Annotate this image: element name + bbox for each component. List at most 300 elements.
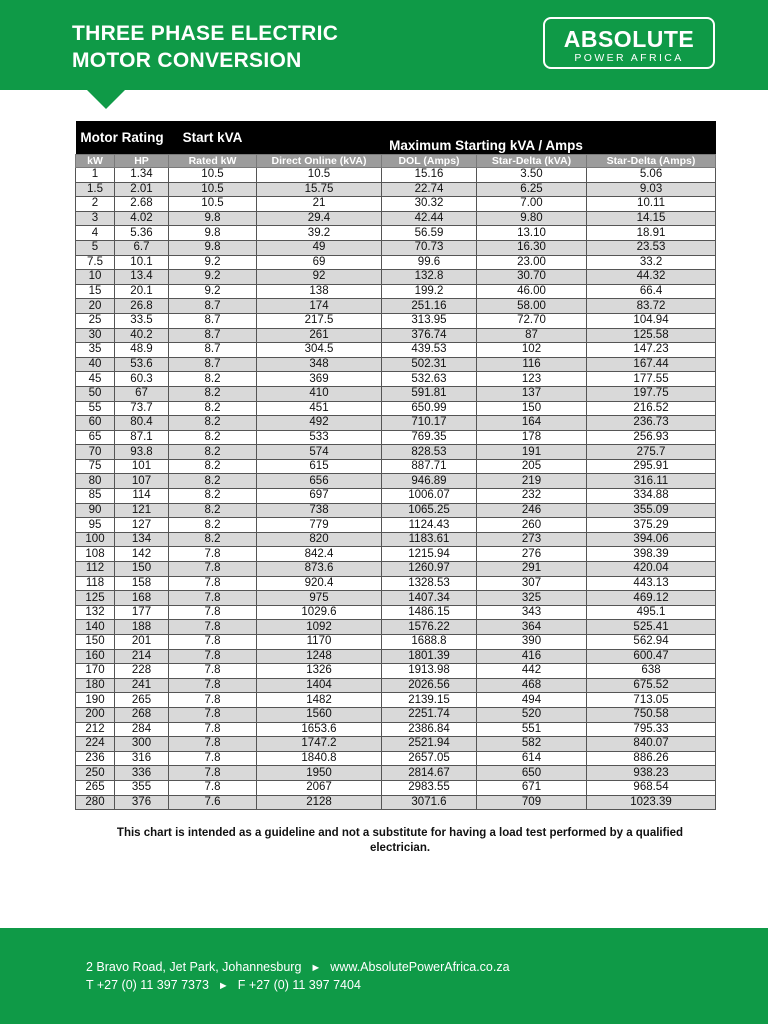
table-row: [76, 474, 716, 489]
table-cell: 158: [115, 576, 169, 591]
table-cell: 18.91: [587, 226, 716, 241]
table-cell: 336: [115, 766, 169, 781]
table-cell: 656: [257, 474, 382, 489]
footer-contact-line: [86, 978, 361, 992]
table-row: [76, 562, 716, 577]
table-cell: 178: [477, 430, 587, 445]
table-cell: 188: [115, 620, 169, 635]
table-cell: 7.8: [169, 737, 257, 752]
table-cell: 443.13: [587, 576, 716, 591]
table-cell: 7.8: [169, 664, 257, 679]
table-row: [76, 649, 716, 664]
table-cell: 840.07: [587, 737, 716, 752]
table-cell: 26.8: [115, 299, 169, 314]
table-cell: 738: [257, 503, 382, 518]
table-cell: 23.53: [587, 240, 716, 255]
table-cell: 23.00: [477, 255, 587, 270]
table-cell: 10.5: [169, 182, 257, 197]
table-cell: 8.7: [169, 299, 257, 314]
title-line-2: MOTOR CONVERSION: [72, 49, 302, 72]
table-row: [76, 795, 716, 810]
table-cell: 14.15: [587, 211, 716, 226]
table-cell: 49: [257, 240, 382, 255]
table-cell: 2139.15: [382, 693, 477, 708]
table-cell: 525.41: [587, 620, 716, 635]
table-cell: 232: [477, 489, 587, 504]
table-row: [76, 328, 716, 343]
table-cell: 13.10: [477, 226, 587, 241]
table-cell: 15: [76, 284, 115, 299]
table-cell: 7.8: [169, 605, 257, 620]
table-cell: 420.04: [587, 562, 716, 577]
table-cell: 39.2: [257, 226, 382, 241]
table-cell: 123: [477, 372, 587, 387]
table-cell: 2251.74: [382, 707, 477, 722]
table-row: [76, 313, 716, 328]
table-cell: 90: [76, 503, 115, 518]
table-cell: 1326: [257, 664, 382, 679]
page-title: [72, 20, 338, 74]
table-cell: 355.09: [587, 503, 716, 518]
table-cell: 273: [477, 532, 587, 547]
table-cell: 7.8: [169, 751, 257, 766]
footer-website-link[interactable]: www.AbsolutePowerAfrica.co.za: [330, 960, 510, 974]
table-row: [76, 620, 716, 635]
table-cell: 325: [477, 591, 587, 606]
table-row: [76, 255, 716, 270]
table-cell: 1328.53: [382, 576, 477, 591]
table-cell: 20.1: [115, 284, 169, 299]
table-cell: 502.31: [382, 357, 477, 372]
table-row: [76, 416, 716, 431]
table-cell: 1170: [257, 635, 382, 650]
table-cell: 205: [477, 459, 587, 474]
table-row: [76, 737, 716, 752]
table-cell: 615: [257, 459, 382, 474]
table-cell: 102: [477, 343, 587, 358]
table-cell: 2128: [257, 795, 382, 810]
table-cell: 295.91: [587, 459, 716, 474]
table-cell: 29.4: [257, 211, 382, 226]
table-cell: 10.5: [169, 197, 257, 212]
table-cell: 532.63: [382, 372, 477, 387]
table-cell: 713.05: [587, 693, 716, 708]
table-cell: 1653.6: [257, 722, 382, 737]
table-cell: 69: [257, 255, 382, 270]
table-cell: 15.75: [257, 182, 382, 197]
table-cell: 650.99: [382, 401, 477, 416]
table-cell: 291: [477, 562, 587, 577]
table-cell: 177.55: [587, 372, 716, 387]
table-cell: 7.8: [169, 547, 257, 562]
table-cell: 132.8: [382, 270, 477, 285]
table-cell: 118: [76, 576, 115, 591]
table-cell: 112: [76, 562, 115, 577]
logo-main-text: ABSOLUTE: [563, 26, 695, 52]
table-cell: 83.72: [587, 299, 716, 314]
table-cell: 46.00: [477, 284, 587, 299]
table-cell: 30.70: [477, 270, 587, 285]
table-cell: 216.52: [587, 401, 716, 416]
table-cell: 160: [76, 649, 115, 664]
table-cell: 1248: [257, 649, 382, 664]
table-cell: 4.02: [115, 211, 169, 226]
table-cell: 376: [115, 795, 169, 810]
table-cell: 1486.15: [382, 605, 477, 620]
table-cell: 6.7: [115, 240, 169, 255]
table-cell: 650: [477, 766, 587, 781]
table-cell: 108: [76, 547, 115, 562]
table-cell: 313.95: [382, 313, 477, 328]
table-cell: 134: [115, 532, 169, 547]
table-cell: 256.93: [587, 430, 716, 445]
column-header: Star-Delta (kVA): [477, 155, 587, 168]
table-row: [76, 270, 716, 285]
table-cell: 8.2: [169, 372, 257, 387]
arrow-right-icon: ►: [310, 962, 322, 974]
table-cell: 492: [257, 416, 382, 431]
table-row: [76, 518, 716, 533]
table-cell: 7.5: [76, 255, 115, 270]
table-row: [76, 445, 716, 460]
footer-address: 2 Bravo Road, Jet Park, Johannesburg: [86, 960, 302, 974]
table-row: [76, 532, 716, 547]
table-cell: 3071.6: [382, 795, 477, 810]
table-cell: 7.8: [169, 620, 257, 635]
table-cell: 1260.97: [382, 562, 477, 577]
table-cell: 168: [115, 591, 169, 606]
table-cell: 1029.6: [257, 605, 382, 620]
table-cell: 416: [477, 649, 587, 664]
table-cell: 355: [115, 780, 169, 795]
table-row: [76, 168, 716, 183]
table-cell: 369: [257, 372, 382, 387]
column-header: Star-Delta (Amps): [587, 155, 716, 168]
table-cell: 7.8: [169, 766, 257, 781]
table-cell: 390: [477, 635, 587, 650]
table-cell: 55: [76, 401, 115, 416]
table-cell: 8.2: [169, 532, 257, 547]
table-cell: 140: [76, 620, 115, 635]
table-cell: 1747.2: [257, 737, 382, 752]
table-row: [76, 780, 716, 795]
table-cell: 442: [477, 664, 587, 679]
table-cell: 99.6: [382, 255, 477, 270]
table-cell: 1065.25: [382, 503, 477, 518]
table-cell: 197.75: [587, 386, 716, 401]
table-cell: 250: [76, 766, 115, 781]
table-cell: 9.2: [169, 270, 257, 285]
table-cell: 9.80: [477, 211, 587, 226]
table-cell: 85: [76, 489, 115, 504]
table-cell: 1183.61: [382, 532, 477, 547]
table-cell: 66.4: [587, 284, 716, 299]
arrow-right-icon: ►: [217, 980, 229, 992]
table-cell: 1950: [257, 766, 382, 781]
table-cell: 284: [115, 722, 169, 737]
table-cell: 199.2: [382, 284, 477, 299]
table-cell: 138: [257, 284, 382, 299]
table-cell: 886.26: [587, 751, 716, 766]
conversion-table-container: [75, 121, 715, 810]
table-cell: 7.00: [477, 197, 587, 212]
motor-conversion-table: [75, 121, 716, 810]
table-cell: 107: [115, 474, 169, 489]
column-header: Direct Online (kVA): [257, 155, 382, 168]
table-cell: 307: [477, 576, 587, 591]
column-header: HP: [115, 155, 169, 168]
table-cell: 375.29: [587, 518, 716, 533]
title-line-1: THREE PHASE ELECTRIC: [72, 22, 339, 45]
table-cell: 304.5: [257, 343, 382, 358]
table-cell: 4: [76, 226, 115, 241]
table-cell: 127: [115, 518, 169, 533]
table-cell: 10: [76, 270, 115, 285]
table-cell: 137: [477, 386, 587, 401]
table-cell: 574: [257, 445, 382, 460]
table-cell: 40: [76, 357, 115, 372]
table-cell: 150: [477, 401, 587, 416]
table-cell: 58.00: [477, 299, 587, 314]
table-cell: 70: [76, 445, 115, 460]
table-cell: 938.23: [587, 766, 716, 781]
table-row: [76, 766, 716, 781]
table-cell: 13.4: [115, 270, 169, 285]
table-cell: 7.6: [169, 795, 257, 810]
table-cell: 675.52: [587, 678, 716, 693]
table-cell: 520: [477, 707, 587, 722]
table-row: [76, 343, 716, 358]
table-cell: 614: [477, 751, 587, 766]
table-cell: 468: [477, 678, 587, 693]
table-cell: 842.4: [257, 547, 382, 562]
table-cell: 50: [76, 386, 115, 401]
table-cell: 7.8: [169, 693, 257, 708]
table-cell: 201: [115, 635, 169, 650]
table-cell: 260: [477, 518, 587, 533]
footer-banner: [0, 928, 768, 1024]
table-body: [76, 168, 716, 810]
table-row: [76, 635, 716, 650]
table-cell: 1688.8: [382, 635, 477, 650]
max-starting-header: Maximum Starting kVA / Amps: [257, 121, 716, 155]
table-cell: 265: [115, 693, 169, 708]
table-cell: 9.8: [169, 240, 257, 255]
table-cell: 394.06: [587, 532, 716, 547]
table-cell: 1006.07: [382, 489, 477, 504]
table-cell: 142: [115, 547, 169, 562]
table-cell: 212: [76, 722, 115, 737]
table-cell: 8.2: [169, 459, 257, 474]
table-cell: 87: [477, 328, 587, 343]
table-cell: 316: [115, 751, 169, 766]
table-cell: 316.11: [587, 474, 716, 489]
table-cell: 268: [115, 707, 169, 722]
table-cell: 469.12: [587, 591, 716, 606]
table-cell: 45: [76, 372, 115, 387]
table-cell: 451: [257, 401, 382, 416]
table-cell: 2814.67: [382, 766, 477, 781]
table-cell: 8.2: [169, 503, 257, 518]
table-cell: 92: [257, 270, 382, 285]
table-cell: 533: [257, 430, 382, 445]
table-cell: 276: [477, 547, 587, 562]
table-cell: 25: [76, 313, 115, 328]
header-banner: [0, 0, 768, 90]
table-cell: 873.6: [257, 562, 382, 577]
table-cell: 1407.34: [382, 591, 477, 606]
table-cell: 241: [115, 678, 169, 693]
table-cell: 30.32: [382, 197, 477, 212]
table-cell: 236: [76, 751, 115, 766]
footer-fax: F +27 (0) 11 397 7404: [237, 978, 361, 992]
table-cell: 60: [76, 416, 115, 431]
table-cell: 174: [257, 299, 382, 314]
table-cell: 190: [76, 693, 115, 708]
table-group-header-row: [76, 121, 716, 155]
table-cell: 33.5: [115, 313, 169, 328]
table-cell: 1.34: [115, 168, 169, 183]
table-cell: 217.5: [257, 313, 382, 328]
table-row: [76, 722, 716, 737]
table-cell: 20: [76, 299, 115, 314]
table-cell: 56.59: [382, 226, 477, 241]
table-cell: 87.1: [115, 430, 169, 445]
table-cell: 7.8: [169, 780, 257, 795]
table-cell: 8.2: [169, 416, 257, 431]
table-cell: 9.8: [169, 226, 257, 241]
table-cell: 8.2: [169, 445, 257, 460]
table-cell: 1560: [257, 707, 382, 722]
table-cell: 164: [477, 416, 587, 431]
table-cell: 376.74: [382, 328, 477, 343]
table-cell: 10.5: [169, 168, 257, 183]
table-cell: 15.16: [382, 168, 477, 183]
table-cell: 1482: [257, 693, 382, 708]
table-cell: 125: [76, 591, 115, 606]
table-cell: 562.94: [587, 635, 716, 650]
table-cell: 8.7: [169, 313, 257, 328]
table-cell: 820: [257, 532, 382, 547]
column-header: kW: [76, 155, 115, 168]
table-cell: 795.33: [587, 722, 716, 737]
column-header: DOL (Amps): [382, 155, 477, 168]
table-cell: 7.8: [169, 722, 257, 737]
table-cell: 7.8: [169, 635, 257, 650]
table-cell: 1576.22: [382, 620, 477, 635]
table-cell: 946.89: [382, 474, 477, 489]
table-cell: 101: [115, 459, 169, 474]
table-row: [76, 430, 716, 445]
table-cell: 5.06: [587, 168, 716, 183]
table-cell: 8.7: [169, 328, 257, 343]
table-cell: 224: [76, 737, 115, 752]
table-cell: 2657.05: [382, 751, 477, 766]
table-row: [76, 591, 716, 606]
table-cell: 228: [115, 664, 169, 679]
table-row: [76, 547, 716, 562]
table-cell: 494: [477, 693, 587, 708]
table-cell: 219: [477, 474, 587, 489]
table-cell: 30: [76, 328, 115, 343]
table-cell: 2521.94: [382, 737, 477, 752]
table-cell: 5.36: [115, 226, 169, 241]
table-cell: 16.30: [477, 240, 587, 255]
table-cell: 42.44: [382, 211, 477, 226]
table-cell: 95: [76, 518, 115, 533]
table-cell: 132: [76, 605, 115, 620]
table-cell: 600.47: [587, 649, 716, 664]
table-column-header-row: [76, 155, 716, 168]
table-cell: 9.8: [169, 211, 257, 226]
table-row: [76, 693, 716, 708]
table-row: [76, 284, 716, 299]
table-cell: 551: [477, 722, 587, 737]
table-cell: 710.17: [382, 416, 477, 431]
table-cell: 2.68: [115, 197, 169, 212]
table-cell: 2067: [257, 780, 382, 795]
table-cell: 40.2: [115, 328, 169, 343]
table-cell: 495.1: [587, 605, 716, 620]
table-row: [76, 386, 716, 401]
table-cell: 2983.55: [382, 780, 477, 795]
table-cell: 8.7: [169, 343, 257, 358]
table-cell: 1.5: [76, 182, 115, 197]
motor-rating-header: Motor Rating: [76, 121, 169, 155]
footer-address-line: [86, 960, 510, 974]
disclaimer-text: This chart is intended as a guideline and not a substitute for having a load test performed by a qualified electrician.: [116, 827, 684, 854]
table-cell: 9.03: [587, 182, 716, 197]
table-cell: 398.39: [587, 547, 716, 562]
table-cell: 60.3: [115, 372, 169, 387]
brand-logo: [543, 17, 715, 69]
table-cell: 10.5: [257, 168, 382, 183]
table-cell: 7.8: [169, 576, 257, 591]
table-cell: 265: [76, 780, 115, 795]
table-row: [76, 182, 716, 197]
table-cell: 65: [76, 430, 115, 445]
table-cell: 2386.84: [382, 722, 477, 737]
table-cell: 93.8: [115, 445, 169, 460]
table-cell: 709: [477, 795, 587, 810]
table-cell: 1124.43: [382, 518, 477, 533]
table-cell: 671: [477, 780, 587, 795]
table-cell: 8.2: [169, 430, 257, 445]
table-cell: 214: [115, 649, 169, 664]
table-cell: 1: [76, 168, 115, 183]
table-cell: 70.73: [382, 240, 477, 255]
table-cell: 114: [115, 489, 169, 504]
table-cell: 1840.8: [257, 751, 382, 766]
table-cell: 10.11: [587, 197, 716, 212]
table-cell: 275.7: [587, 445, 716, 460]
table-row: [76, 226, 716, 241]
table-cell: 167.44: [587, 357, 716, 372]
table-cell: 334.88: [587, 489, 716, 504]
table-cell: 35: [76, 343, 115, 358]
table-cell: 73.7: [115, 401, 169, 416]
table-cell: 410: [257, 386, 382, 401]
start-kva-header: Start kVA: [169, 121, 257, 155]
table-cell: 22.74: [382, 182, 477, 197]
table-cell: 2026.56: [382, 678, 477, 693]
table-cell: 887.71: [382, 459, 477, 474]
table-row: [76, 576, 716, 591]
table-row: [76, 489, 716, 504]
table-row: [76, 401, 716, 416]
table-cell: 348: [257, 357, 382, 372]
table-cell: 100: [76, 532, 115, 547]
